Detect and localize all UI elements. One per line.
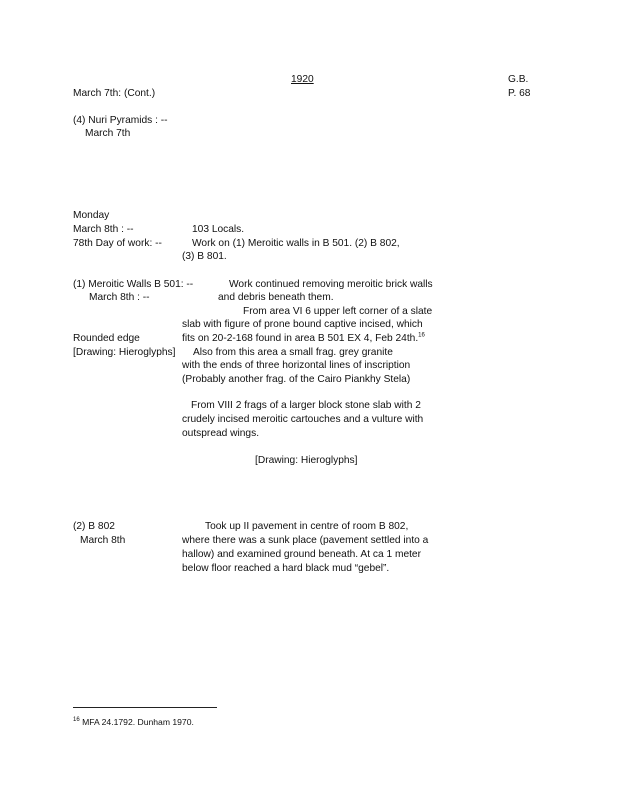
footnote-reference: 16 [418,332,425,339]
entry-text-line: and debris beneath them. [218,292,334,303]
entry-text-line: (Probably another frag. of the Cairo Piankhy Stela) [182,374,411,385]
section-title: (4) Nuri Pyramids : -- [73,115,168,126]
entry-text-line: slab with figure of prone bound captive incised, which [182,319,423,330]
entry-text-line: From area VI 6 upper left corner of a slate [243,306,433,317]
entry-text-line: with the ends of three horizontal lines of inscription [182,360,411,371]
day-date-label: March 8th : -- [73,224,134,235]
footnote [73,716,194,729]
entry-text-line: below floor reached a hard black mud “gebel”. [182,563,390,574]
work-summary-line: (3) B 801. [182,251,227,262]
footnote-number: 16 [73,717,80,724]
footnote-text: MFA 24.1792. Dunham 1970. [82,717,194,727]
section-date: March 7th [85,128,131,139]
footnote-divider [73,707,217,708]
sidenote-drawing: [Drawing: Hieroglyphs] [73,347,176,358]
weekday: Monday [73,210,110,221]
sidenote-rounded-edge: Rounded edge [73,333,140,344]
entry-date: March 8th [80,535,126,546]
drawing-placeholder: [Drawing: Hieroglyphs] [255,455,358,466]
work-summary-line: Work on (1) Meroitic walls in B 501. (2) B 802, [192,238,400,249]
entry-date: March 8th : -- [89,292,150,303]
page-year: 1920 [291,74,314,85]
page-initials: G.B. [508,74,529,85]
entry-text-line: outspread wings. [182,428,260,439]
entry-text-line: hallow) and examined ground beneath. At ca 1 meter [182,549,421,560]
page-number: P. 68 [508,88,531,99]
entry-text-line: crudely incised meroitic cartouches and a vulture with [182,414,424,425]
entry-text-line: fits on 20-2-168 found in area B 501 EX 4, Feb 24th.$^{16}$ [182,332,425,344]
locals-count: 103 Locals. [192,224,245,235]
entry-text-line: From VIII 2 frags of a larger block stone slab with 2 [191,400,421,411]
entry-text-line: Also from this area a small frag. grey granite [193,347,393,358]
workday-label: 78th Day of work: -- [73,238,162,249]
entry-label: (1) Meroitic Walls B 501: -- [73,279,194,290]
entry-text-line: where there was a sunk place (pavement settled into a [182,535,429,546]
entry-text-line: Took up II pavement in centre of room B 802, [205,521,409,532]
entry-text-line: Work continued removing meroitic brick walls [229,279,433,290]
continuation-date: March 7th: (Cont.) [73,88,156,99]
entry-label: (2) B 802 [73,521,115,532]
